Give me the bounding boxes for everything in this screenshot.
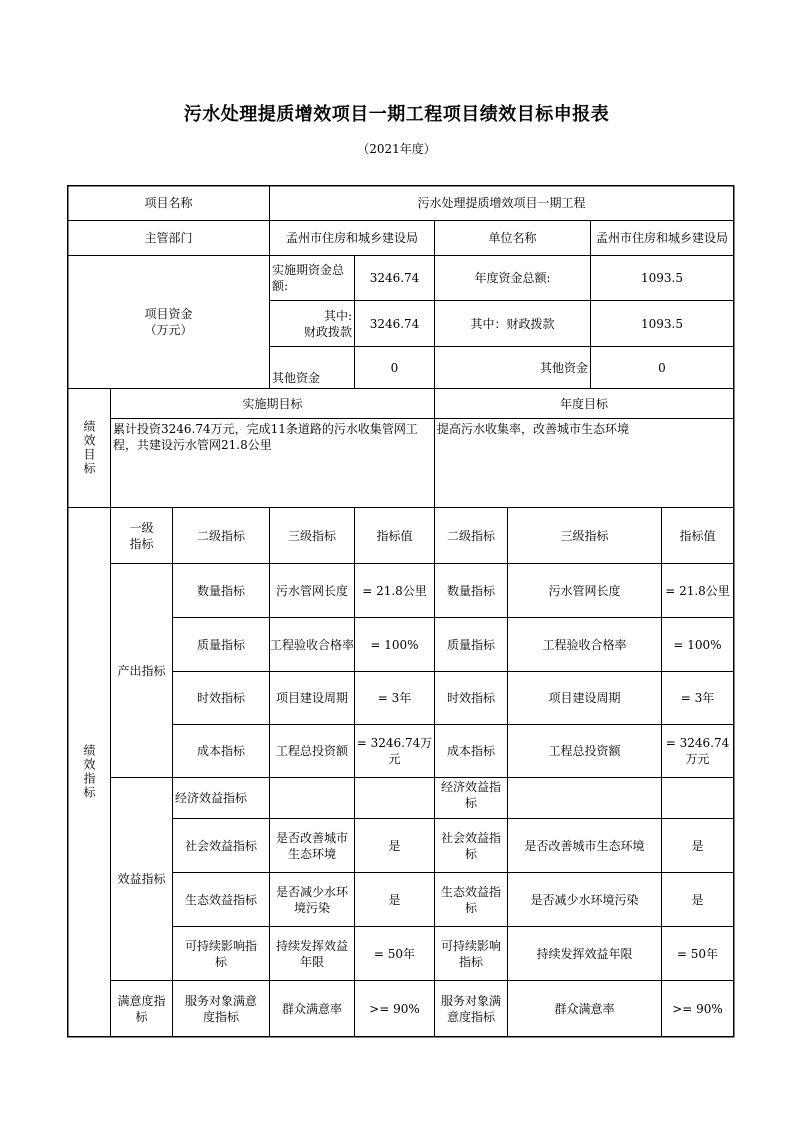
level3-cell: 群众满意率 xyxy=(281,1001,342,1016)
level2-cell: 数量指标 xyxy=(196,583,245,598)
year-fiscal-value: 1093.5 xyxy=(641,316,683,331)
impl-total-label: 实施期资金总额: xyxy=(272,263,345,293)
level3-cell: 是否改善城市 生态环境 xyxy=(275,830,348,861)
level2-year-cell: 成本指标 xyxy=(446,744,495,758)
level3-year-cell: 工程总投资额 xyxy=(548,744,621,758)
year-other-label: 其他资金 xyxy=(539,360,588,375)
project-name-value: 污水处理提质增效项目一期工程 xyxy=(417,196,586,210)
dept-value: 孟州市住房和城乡建设局 xyxy=(285,231,418,245)
level2-cell: 生态效益指标 xyxy=(184,892,257,907)
year-other-value: 0 xyxy=(658,360,666,375)
project-name-label: 项目名称 xyxy=(144,196,193,210)
level3-year-cell: 工程验收合格率 xyxy=(542,637,627,652)
level2-year-cell: 可持续影响 指标 xyxy=(440,938,501,969)
impl-total-value: 3246.74 xyxy=(369,271,420,285)
value-cell: = 50年 xyxy=(373,946,416,961)
output-indicator-label: 产出指标 xyxy=(117,663,166,678)
value-year-cell: 是 xyxy=(691,892,704,907)
value-cell: 是 xyxy=(388,892,401,907)
level3-year-cell: 污水管网长度 xyxy=(548,583,621,598)
year-total-label: 年度资金总额: xyxy=(474,271,551,285)
year-goal-header: 年度目标 xyxy=(559,396,608,411)
benefit-indicator-label: 效益指标 xyxy=(117,872,166,886)
level3-year-cell: 项目建设周期 xyxy=(548,691,621,705)
value-year-cell: = 21.8公里 xyxy=(665,583,730,598)
level2-cell: 质量指标 xyxy=(196,637,245,652)
impl-fiscal-label: 其中: 财政拨款 xyxy=(303,308,352,339)
header-value-year: 指标值 xyxy=(679,528,716,543)
value-year-cell: = 100% xyxy=(673,637,722,652)
level2-year-cell: 生态效益指 标 xyxy=(440,884,501,915)
unit-value: 孟州市住房和城乡建设局 xyxy=(595,231,728,245)
funds-label: 项目资金 （万元） xyxy=(144,307,193,337)
value-cell: = 100% xyxy=(370,637,419,652)
dept-label: 主管部门 xyxy=(144,231,193,245)
level3-year-cell xyxy=(508,778,661,818)
impl-fiscal-value: 3246.74 xyxy=(369,316,420,331)
level2-year-cell: 经济效益指 标 xyxy=(440,780,501,810)
level3-cell: 是否减少水环 境污染 xyxy=(275,884,348,915)
value-year-cell xyxy=(662,778,733,818)
value-year-cell: = 3年 xyxy=(680,691,715,705)
level3-year-cell: 是否改善城市生态环境 xyxy=(524,838,645,853)
year-subtitle: （2021年度） xyxy=(357,142,436,156)
year-goal-text: 提高污水收集率，改善城市生态环境 xyxy=(437,422,630,436)
level2-year-cell: 服务对象满 意度指标 xyxy=(440,993,501,1024)
year-fiscal-label: 其中：财政拨款 xyxy=(470,316,555,331)
level3-year-cell: 持续发挥效益年限 xyxy=(536,946,633,961)
indicators-section-label: 绩效指标 xyxy=(82,744,96,800)
unit-label: 单位名称 xyxy=(488,231,537,245)
impl-goal-header: 实施期目标 xyxy=(242,396,303,411)
level3-cell: 污水管网长度 xyxy=(275,583,348,598)
impl-other-value: 0 xyxy=(390,360,399,375)
page-title: 污水处理提质增效项目一期工程项目绩效目标申报表 xyxy=(183,104,610,125)
level2-cell: 社会效益指标 xyxy=(184,838,257,853)
level2-cell: 可持续影响指 标 xyxy=(184,938,257,969)
level3-cell: 持续发挥效益 年限 xyxy=(275,938,348,969)
goals-section-label: 绩效目标 xyxy=(82,420,96,476)
level3-cell xyxy=(270,778,354,818)
header-level3-year: 三级指标 xyxy=(560,528,609,543)
value-cell: = 3年 xyxy=(377,691,412,705)
value-cell: = 3246.74万 元 xyxy=(356,736,433,766)
level2-cell: 经济效益指标 xyxy=(175,791,248,805)
header-level1: 一级 指标 xyxy=(129,520,154,551)
value-year-cell: >= 90% xyxy=(672,1001,723,1016)
header-level3: 三级指标 xyxy=(287,528,336,543)
impl-goal-text: 累计投资3246.74万元，完成11条道路的污水收集管网工程，共建设污水管网21.8公里 xyxy=(113,422,418,452)
header-level2-year: 二级指标 xyxy=(446,528,495,543)
value-cell: 是 xyxy=(388,838,401,853)
level3-cell: 项目建设周期 xyxy=(275,691,348,705)
value-year-cell: 是 xyxy=(691,838,704,853)
value-cell xyxy=(355,778,434,818)
level3-cell: 工程总投资额 xyxy=(275,744,348,758)
level2-cell: 成本指标 xyxy=(196,744,245,758)
value-cell: = 21.8公里 xyxy=(362,583,427,598)
satisfaction-indicator-label: 满意度指 标 xyxy=(117,993,166,1024)
value-year-cell: = 3246.74 万元 xyxy=(665,736,730,766)
header-level2: 二级指标 xyxy=(196,528,245,543)
level2-year-cell: 质量指标 xyxy=(446,637,495,652)
level3-year-cell: 群众满意率 xyxy=(554,1001,615,1016)
level3-year-cell: 是否减少水环境污染 xyxy=(530,892,639,907)
level2-cell: 服务对象满意 度指标 xyxy=(184,993,257,1024)
value-cell: >= 90% xyxy=(369,1001,420,1016)
level2-year-cell: 社会效益指 标 xyxy=(440,830,501,861)
level2-year-cell: 数量指标 xyxy=(446,583,495,598)
level3-cell: 工程验收合格率 xyxy=(270,637,354,652)
value-year-cell: = 50年 xyxy=(676,946,719,961)
header-value: 指标值 xyxy=(376,528,413,543)
year-total-value: 1093.5 xyxy=(641,271,683,285)
level2-cell: 时效指标 xyxy=(196,691,245,705)
level2-year-cell: 时效指标 xyxy=(446,691,495,705)
impl-other-label: 其他资金 xyxy=(272,371,321,385)
